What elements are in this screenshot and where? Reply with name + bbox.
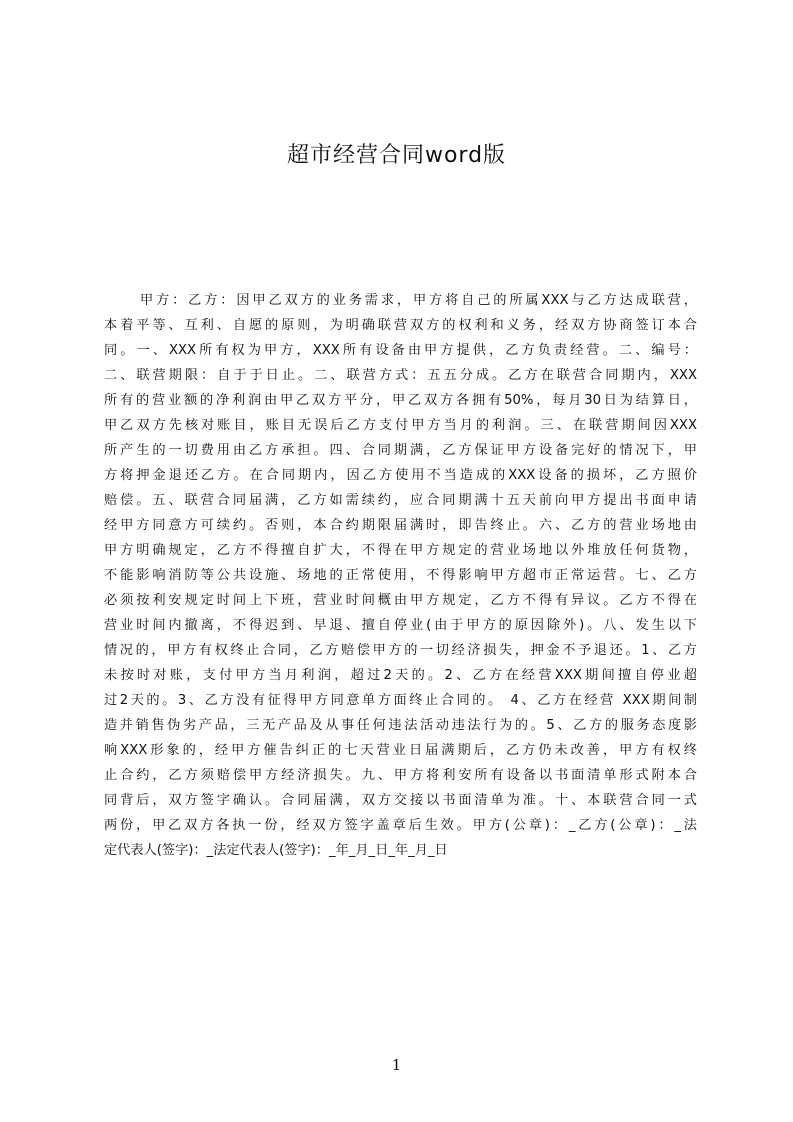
body-line: 所产生的一切费用由乙方承担。四、合同期满，乙方保证甲方设备完好的情况下，甲 xyxy=(104,443,697,458)
body-line: 定代表人(签字)：_法定代表人(签字)：_年_月_日_年_月_日 xyxy=(104,843,448,858)
body-line: 甲方明确规定，乙方不得擅自扩大，不得在甲方规定的营业场地以外堆放任何货物， xyxy=(104,543,697,558)
body-line: 止合约，乙方须赔偿甲方经济损失。九、甲方将利安所有设备以书面清单形式附本合 xyxy=(104,768,697,783)
body-line: 同。一、XXX所有权为甲方，XXX所有设备由甲方提供，乙方负责经营。二、编号： xyxy=(104,343,697,358)
document-title: 超市经营合同word版 xyxy=(286,143,507,168)
body-line: 赔偿。五、联营合同届满，乙方如需续约，应合同期满十五天前向甲方提出书面申请 xyxy=(104,493,697,508)
body-line: 本着平等、互利、自愿的原则，为明确联营双方的权利和义务，经双方协商签订本合 xyxy=(104,318,697,333)
body-line: 必须按利安规定时间上下班，营业时间概由甲方规定，乙方不得有异议。乙方不得在 xyxy=(104,593,697,608)
body-line: 造并销售伪劣产品，三无产品及从事任何违法活动违法行为的。5、乙方的服务态度影 xyxy=(104,718,697,733)
body-line: 两份，甲乙双方各执一份，经双方签字盖章后生效。甲方(公章)：_乙方(公章)：_法 xyxy=(104,818,697,833)
body-line: 二、联营期限：自于于日止。二、联营方式：五五分成。乙方在联营合同期内，XXX xyxy=(104,368,697,383)
body-line: 情况的，甲方有权终止合同，乙方赔偿甲方的一切经济损失，押金不予退还。1、乙方 xyxy=(104,643,697,658)
body-line: 所有的营业额的净利润由甲乙双方平分，甲乙双方各拥有50%，每月30日为结算日， xyxy=(104,393,697,408)
body-line: 经甲方同意方可续约。否则，本合约期限届满时，即告终止。六、乙方的营业场地由 xyxy=(104,518,697,533)
body-line: 不能影响消防等公共设施、场地的正常使用，不得影响甲方超市正常运营。七、乙方 xyxy=(104,568,697,583)
body-line: 甲方：乙方：因甲乙双方的业务需求，甲方将自己的所属XXX与乙方达成联营， xyxy=(140,293,697,308)
page-number: 1 xyxy=(391,1056,402,1074)
contract-body xyxy=(104,288,697,908)
body-line: 响XXX形象的，经甲方催告纠正的七天营业日届满期后，乙方仍未改善，甲方有权终 xyxy=(104,743,697,758)
body-line: 过2天的。3、乙方没有征得甲方同意单方面终止合同的。 4、乙方在经营 XXX期间制 xyxy=(104,693,697,708)
body-line: 未按时对账，支付甲方当月利润，超过2天的。2、乙方在经营XXX期间擅自停业超 xyxy=(104,668,697,683)
body-line: 同背后，双方签字确认。合同届满，双方交接以书面清单为准。十、本联营合同一式 xyxy=(104,793,697,808)
body-line: 甲乙双方先核对账目，账目无误后乙方支付甲方当月的利润。三、在联营期间因XXX xyxy=(104,418,697,433)
body-line: 方将押金退还乙方。在合同期内，因乙方使用不当造成的XXX设备的损坏，乙方照价 xyxy=(104,468,697,483)
body-line: 营业时间内撤离，不得迟到、早退、擅自停业(由于甲方的原因除外)。八、发生以下 xyxy=(104,618,697,633)
